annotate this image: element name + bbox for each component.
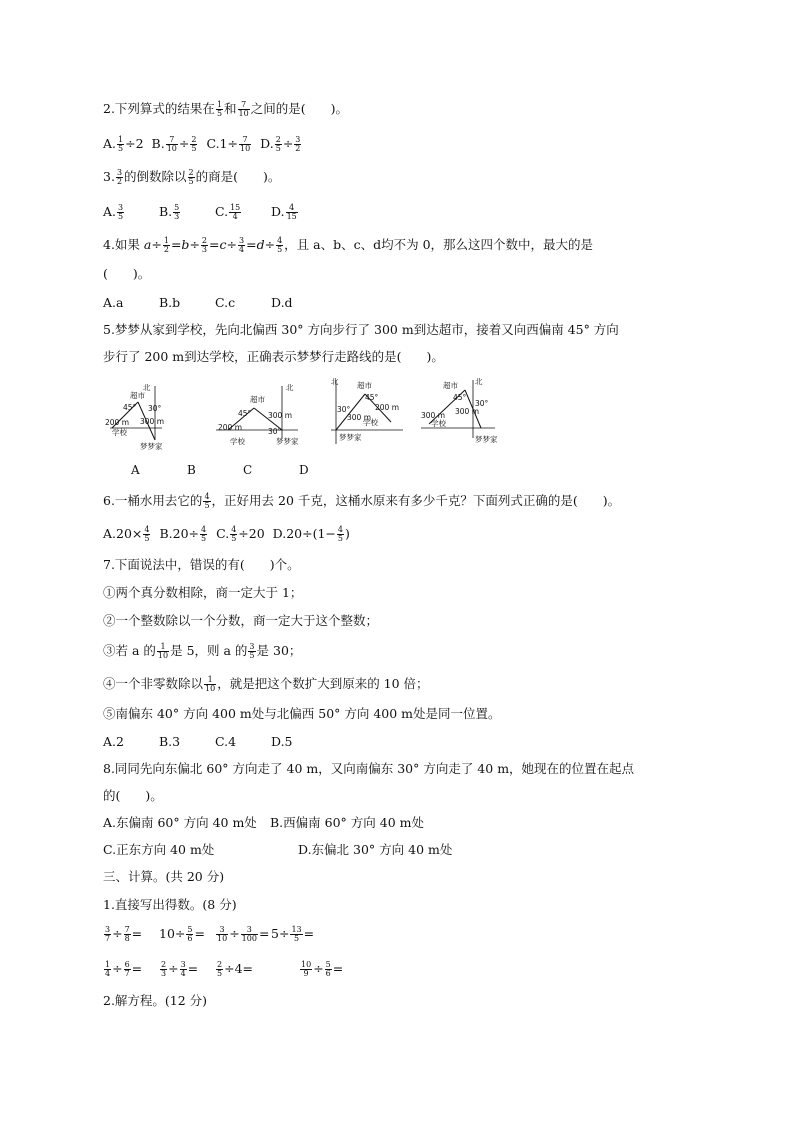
q8-option-b: B.西偏南 60° 方向 40 m处 [270,815,424,830]
q2-option-c: C.1÷ $\frac{7}{10}$ [206,135,251,153]
svg-text:超市: 超市 [443,381,458,390]
q5-line2: 步行了 200 m到达学校，正确表示梦梦行走路线的是( )。 [103,349,444,364]
q7-option-b: B.3 [159,734,181,749]
svg-text:300 m: 300 m [455,407,480,416]
svg-text:梦梦家: 梦梦家 [276,437,299,446]
q3-option-a: A. $\frac{3}{5}$ [103,203,124,221]
q4-line2: ( )。 [103,266,151,281]
route-figure-b [210,378,300,453]
svg-text:300 m: 300 m [268,411,293,420]
svg-text:学校: 学校 [363,418,378,427]
svg-text:学校: 学校 [112,428,127,437]
fraction: $\frac{7}{10}$ [238,100,249,118]
figure-label-d: D [299,463,309,477]
q7-option-d: D.5 [271,734,293,749]
svg-text:梦梦家: 梦梦家 [339,433,362,442]
svg-text:北: 北 [475,377,483,386]
svg-text:学校: 学校 [431,419,446,428]
section-3-title: 三、计算。(共 20 分) [103,869,225,884]
route-figure-d [415,374,505,449]
route-figure-a [100,378,170,453]
q8-line2: 的( )。 [103,788,163,803]
calc-expr: $\frac{3}{7}$ ÷ $\frac{7}{8}$ = [105,925,143,943]
svg-text:45°: 45° [238,409,252,418]
calc-expr: $\frac{10}{9}$ ÷ $\frac{5}{6}$ = [301,960,344,978]
svg-text:梦梦家: 梦梦家 [140,442,163,451]
q3-option-d: D. $\frac{4}{15}$ [271,203,297,221]
q4-option-a: A.a [103,295,124,310]
q6-stem: 6.一桶水用去它的 $\frac{4}{5}$ ，正好用去 20 千克，这桶水原来有多少千克？下面列式正确的是( )。 [103,492,621,510]
q7-option-c: C.4 [215,734,237,749]
svg-text:300 m: 300 m [140,417,165,426]
section-3-sub1: 1.直接写出得数。(8 分) [103,897,237,912]
q7-statement-5: ⑤南偏东 40° 方向 400 m处与北偏西 50° 方向 400 m处是同一位置。 [103,706,501,721]
svg-text:200 m: 200 m [375,403,400,412]
q6-option-b: B.20÷ $\frac{4}{5}$ [159,525,207,543]
q7-statement-2: ②一个整数除以一个分数，商一定大于这个整数； [103,613,379,628]
q2-option-b: B. $\frac{7}{10}$ ÷ $\frac{2}{5}$ [151,135,197,153]
q8-option-d: D.东偏北 30° 方向 40 m处 [298,842,453,857]
svg-text:200 m: 200 m [218,423,243,432]
svg-text:30°: 30° [268,427,282,436]
q6-option-c: C. $\frac{4}{5}$ ÷20 [216,525,265,543]
svg-text:超市: 超市 [130,391,145,400]
calc-expr: 5÷ $\frac{13}{5}$ = [271,925,315,943]
q5-line1: 5.梦梦从家到学校，先向北偏西 30° 方向步行了 300 m到达超市，接着又向西偏南 45° 方向 [103,322,619,337]
figure-label-c: C [243,463,253,477]
svg-text:学校: 学校 [230,437,245,446]
q3-option-b: B. $\frac{5}{3}$ [159,203,180,221]
svg-text:30°: 30° [475,399,489,408]
q2-option-d: D. $\frac{2}{5}$ ÷ $\frac{3}{2}$ [260,135,301,153]
q3-option-c: C. $\frac{15}{4}$ [215,203,241,221]
svg-text:30°: 30° [337,405,351,414]
q6-option-d: D.20÷(1− $\frac{4}{5}$ ) [272,525,350,543]
q4-option-b: B.b [159,295,181,310]
svg-text:300 m: 300 m [421,411,446,420]
q4-option-d: D.d [271,295,293,310]
svg-text:北: 北 [143,383,151,392]
calc-expr: $\frac{2}{5}$ ÷4= [217,960,253,978]
q2-stem: 2.下列算式的结果在 $\frac{1}{5}$ 和 $\frac{7}{10}$ 之间的是( )。 [103,100,348,118]
section-3-sub2: 2.解方程。(12 分) [103,993,208,1008]
svg-text:300 m: 300 m [347,413,372,422]
svg-text:200 m: 200 m [105,418,130,427]
svg-text:北: 北 [286,383,294,392]
q8-option-c: C.正东方向 40 m处 [103,842,215,857]
q6-option-a: A.20× $\frac{4}{5}$ [103,525,150,543]
calc-expr: $\frac{1}{4}$ ÷ $\frac{6}{7}$ = [105,960,143,978]
svg-text:北: 北 [331,377,339,386]
q7-statement-4: ④一个非零数除以 $\frac{1}{10}$ ，就是把这个数扩大到原来的 10 倍； [103,675,429,693]
calc-expr: $\frac{3}{10}$ ÷ $\frac{3}{100}$ = [217,925,270,943]
q2-option-a: A. $\frac{1}{5}$ ÷2 [103,135,144,153]
svg-text:超市: 超市 [250,395,265,404]
q7-statement-1: ①两个真分数相除，商一定大于 1； [103,585,303,600]
svg-text:30°: 30° [148,404,162,413]
q4-stem: 4.如果 a÷ $\frac{1}{2}$ =b÷ $\frac{2}{3}$ =c÷ $\frac{3}{4}$ =d÷ $\frac{4}{5}$ ，且 a、b、c、d均不为 0，那么这四个数中，最大的是 [103,236,594,254]
svg-text:梦梦家: 梦梦家 [475,435,498,444]
q6-options [103,526,354,543]
q8-line1: 8.同同先向东偏北 60° 方向走了 40 m，又向南偏东 30° 方向走了 40 m，她现在的位置在起点 [103,761,635,776]
fraction: $\frac{1}{5}$ [216,100,223,118]
svg-text:超市: 超市 [357,381,372,390]
route-figure-c [325,374,405,449]
svg-text:45°: 45° [365,393,379,402]
q7-statement-3: ③若 a 的 $\frac{1}{10}$ 是 5，则 a 的 $\frac{3}{5}$ 是 30； [103,642,302,660]
figure-label-b: B [187,463,196,477]
q4-option-c: C.c [215,295,236,310]
svg-text:45°: 45° [453,393,467,402]
q8-option-a: A.东偏南 60° 方向 40 m处 [103,815,257,830]
q2-options [103,136,306,153]
q7-stem: 7.下面说法中，错误的有( )个。 [103,557,300,572]
calc-expr: $\frac{2}{3}$ ÷ $\frac{3}{4}$ = [161,960,199,978]
q7-option-a: A.2 [103,734,124,749]
figure-label-a: A [131,463,140,477]
svg-text:45°: 45° [123,403,137,412]
q3-stem: 3. $\frac{3}{2}$ 的倒数除以 $\frac{2}{5}$ 的商是( )。 [103,168,281,186]
calc-expr: 10÷ $\frac{5}{6}$ = [159,925,205,943]
